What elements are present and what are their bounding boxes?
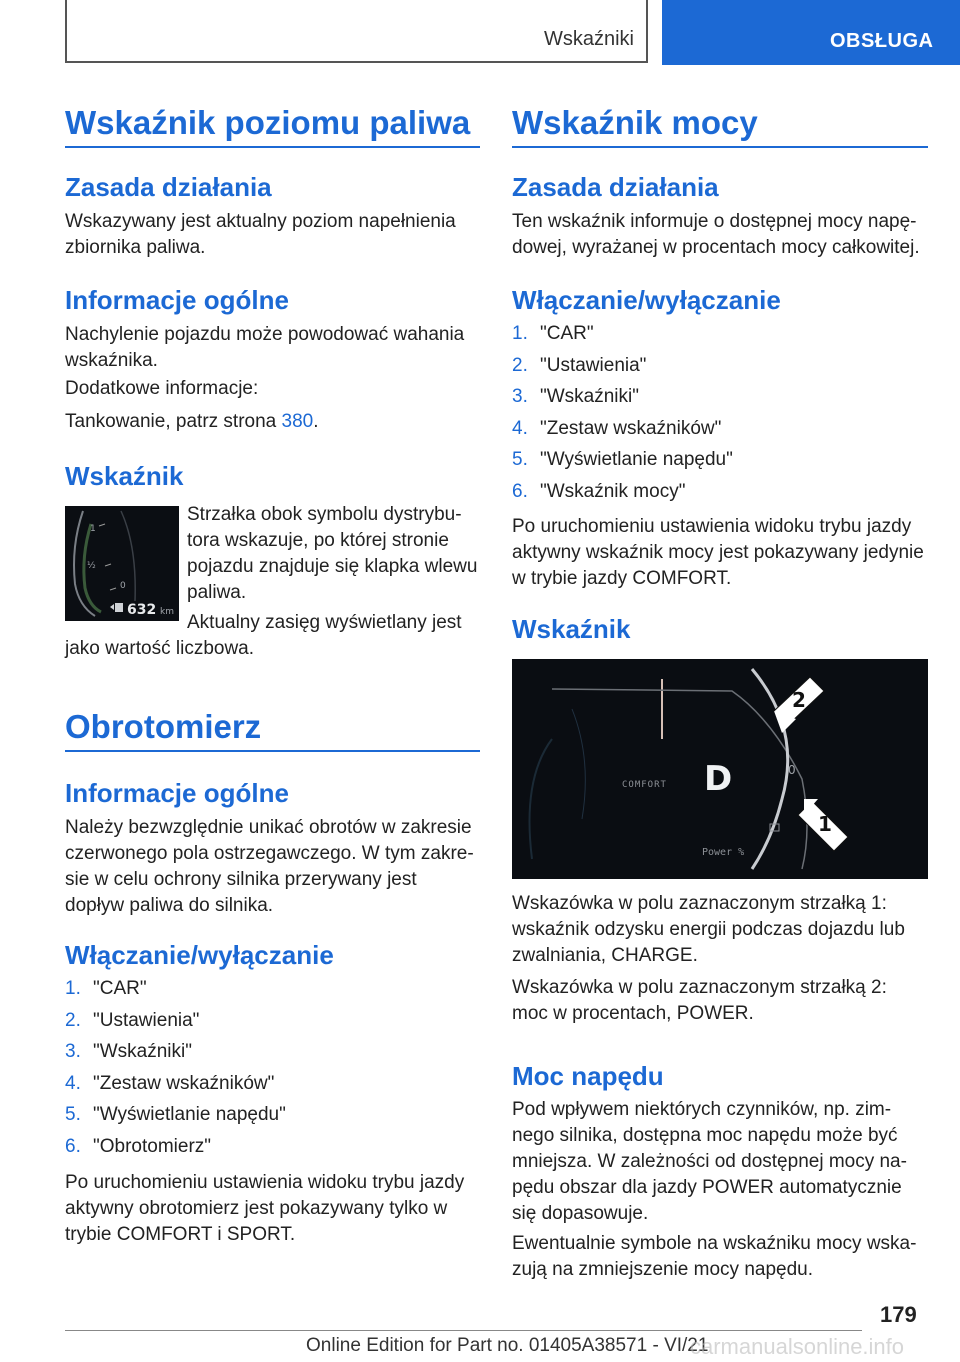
fuel-indicator-text-line1: Strzałka obok symbolu dystrybu- [187, 504, 462, 525]
power-after-text: Po uruchomieniu ustawienia widoku trybu jazdy aktywny wskaźnik mocy jest pokazywany jedynie w trybie jazdy COMFORT. [512, 516, 924, 589]
power-step-number: 5. [512, 449, 528, 470]
power-principle-title: Zasada działania [512, 172, 719, 202]
power-step-number: 1. [512, 323, 528, 344]
footer-edition: Online Edition for Part no. 01405A38571 - VI/21 [306, 1335, 709, 1356]
fuel-gauge-graphic [65, 506, 179, 621]
title-rule [65, 146, 480, 148]
header-section-box [65, 0, 648, 63]
header-section-title: Wskaźniki [543, 28, 634, 50]
fuel-refuel-reference [65, 409, 475, 435]
fuel-pump-icon [115, 603, 123, 612]
tachometer-title: Obrotomierz [65, 708, 262, 745]
fuel-range-text-line2: jako wartość liczbowa. [65, 638, 255, 659]
arrow-1-label: 1 [818, 812, 832, 836]
drive-power-text-2: Ewentualnie symbole na wskaźniku mocy wska- zują na zmniejszenie mocy napędu. [512, 1233, 917, 1280]
power-step-text: "Zestaw wskaźników" [540, 417, 722, 439]
zero-mark: 0 [788, 763, 796, 777]
fuel-principle-title: Zasada działania [65, 172, 272, 202]
power-percent-label: Power % [702, 847, 745, 858]
drive-power-text-1: Pod wpływem niektórych czynników, np. zim- nego silnika, dostępna moc napędu może być mniejsza. W zależności od dostępnej mocy na- pędu obszar dla jazdy POWER automatycznie się dopasowuje. [512, 1099, 907, 1224]
reference-suffix: . [313, 411, 319, 432]
reference-text: Tankowanie, patrz strona [65, 411, 282, 432]
range-unit: km [160, 607, 174, 617]
tacho-step-text: "Zestaw wskaźników" [93, 1072, 275, 1094]
page-link-380[interactable]: 380 [281, 411, 314, 432]
power-indicator-title: Wskaźnik [512, 614, 631, 644]
power-step-text: "Ustawienia" [540, 354, 647, 376]
tacho-step-number: 5. [65, 1104, 81, 1125]
power-step-number: 2. [512, 354, 528, 376]
tacho-switch-title: Włączanie/wyłączanie [65, 940, 334, 970]
header-chapter-tab [662, 0, 960, 65]
power-step-text: "Wskaźniki" [540, 386, 639, 407]
fuel-indicator-text-line3: pojazdu znajduje się klapka wlewu [187, 556, 478, 577]
power-note-2: Wskazówka w polu zaznaczonym strzałką 2: moc w procentach, POWER. [512, 977, 887, 1024]
tacho-step-text: "Wyświetlanie napędu" [93, 1104, 286, 1125]
power-step-number: 6. [512, 480, 528, 502]
tacho-after-text: Po uruchomieniu ustawienia widoku trybu jazdy aktywny obrotomierz jest pokazywany tylko w trybie COMFORT i SPORT. [65, 1172, 465, 1245]
power-step-text: "Wyświetlanie napędu" [540, 449, 733, 470]
tacho-step-text: "CAR" [93, 978, 147, 999]
fuel-general-title: Informacje ogólne [65, 285, 289, 315]
tacho-step-text: "Ustawienia" [93, 1009, 200, 1031]
header-chapter-title: OBSŁUGA [830, 30, 934, 52]
tacho-general-title: Informacje ogólne [65, 778, 289, 808]
power-note-1: Wskazówka w polu zaznaczonym strzałką 1: wskaźnik odzysku energii podczas dojazdu lub zwalniania, CHARGE. [512, 893, 905, 966]
page-number: 179 [880, 1302, 917, 1327]
watermark: carmanualsonline.info [690, 1334, 905, 1359]
power-step-number: 4. [512, 417, 528, 439]
fuel-indicator-text-line2: tora wskazuje, po której stronie [187, 530, 449, 551]
comfort-mode-label: COMFORT [622, 780, 667, 790]
drive-power-title: Moc napędu [512, 1061, 664, 1091]
tick-label-half: ½ [87, 561, 96, 571]
tacho-step-text: "Wskaźniki" [93, 1041, 192, 1062]
fuel-range-text-line1: Aktualny zasięg wyświetlany jest [187, 612, 462, 633]
title-rule [512, 146, 928, 148]
fuel-principle-text: Wskazywany jest aktualny poziom napełnienia zbiornika paliwa. [65, 211, 456, 258]
fuel-indicator-text-line4: paliwa. [187, 582, 247, 603]
power-principle-text: Ten wskaźnik informuje o dostępnej mocy napę- dowej, wyrażanej w procentach mocy całkowitej. [512, 211, 920, 258]
title-rule [65, 750, 480, 752]
fuel-indicator-title: Wskaźnik [65, 461, 184, 491]
tick-label-full: 1 [90, 524, 96, 534]
tacho-step-number: 2. [65, 1009, 81, 1031]
arrow-2-label: 2 [792, 688, 806, 712]
power-step-text: "CAR" [540, 323, 594, 344]
tacho-step-number: 1. [65, 978, 81, 999]
power-step-number: 3. [512, 386, 528, 407]
fuel-gauge-image [65, 506, 179, 621]
fuel-general-text: Nachylenie pojazdu może powodować wahania wskaźnika. [65, 324, 465, 371]
gear-indicator: D [704, 759, 733, 799]
power-switch-title: Włączanie/wyłączanie [512, 285, 781, 315]
tick-label-empty: 0 [120, 581, 126, 591]
power-step-text: "Wskaźnik mocy" [540, 480, 686, 502]
power-meter-graphic [512, 659, 928, 879]
power-meter-image [512, 659, 928, 879]
tacho-step-number: 4. [65, 1072, 81, 1094]
tacho-step-number: 3. [65, 1041, 81, 1062]
footer-rule [65, 1330, 862, 1331]
power-meter-title: Wskaźnik mocy [512, 104, 758, 141]
tacho-step-text: "Obrotomierz" [93, 1135, 212, 1157]
fuel-gauge-title: Wskaźnik poziomu paliwa [65, 104, 471, 141]
tacho-general-text: Należy bezwzględnie unikać obrotów w zakresie czerwonego pola ostrzegawczego. W tym zakre- sie w celu ochrony silnika przerywany jest dopływ paliwa do silnika. [65, 817, 474, 916]
range-value: 632 [127, 602, 157, 618]
fuel-additional-info: Dodatkowe informacje: [65, 378, 259, 399]
tacho-step-number: 6. [65, 1135, 81, 1157]
